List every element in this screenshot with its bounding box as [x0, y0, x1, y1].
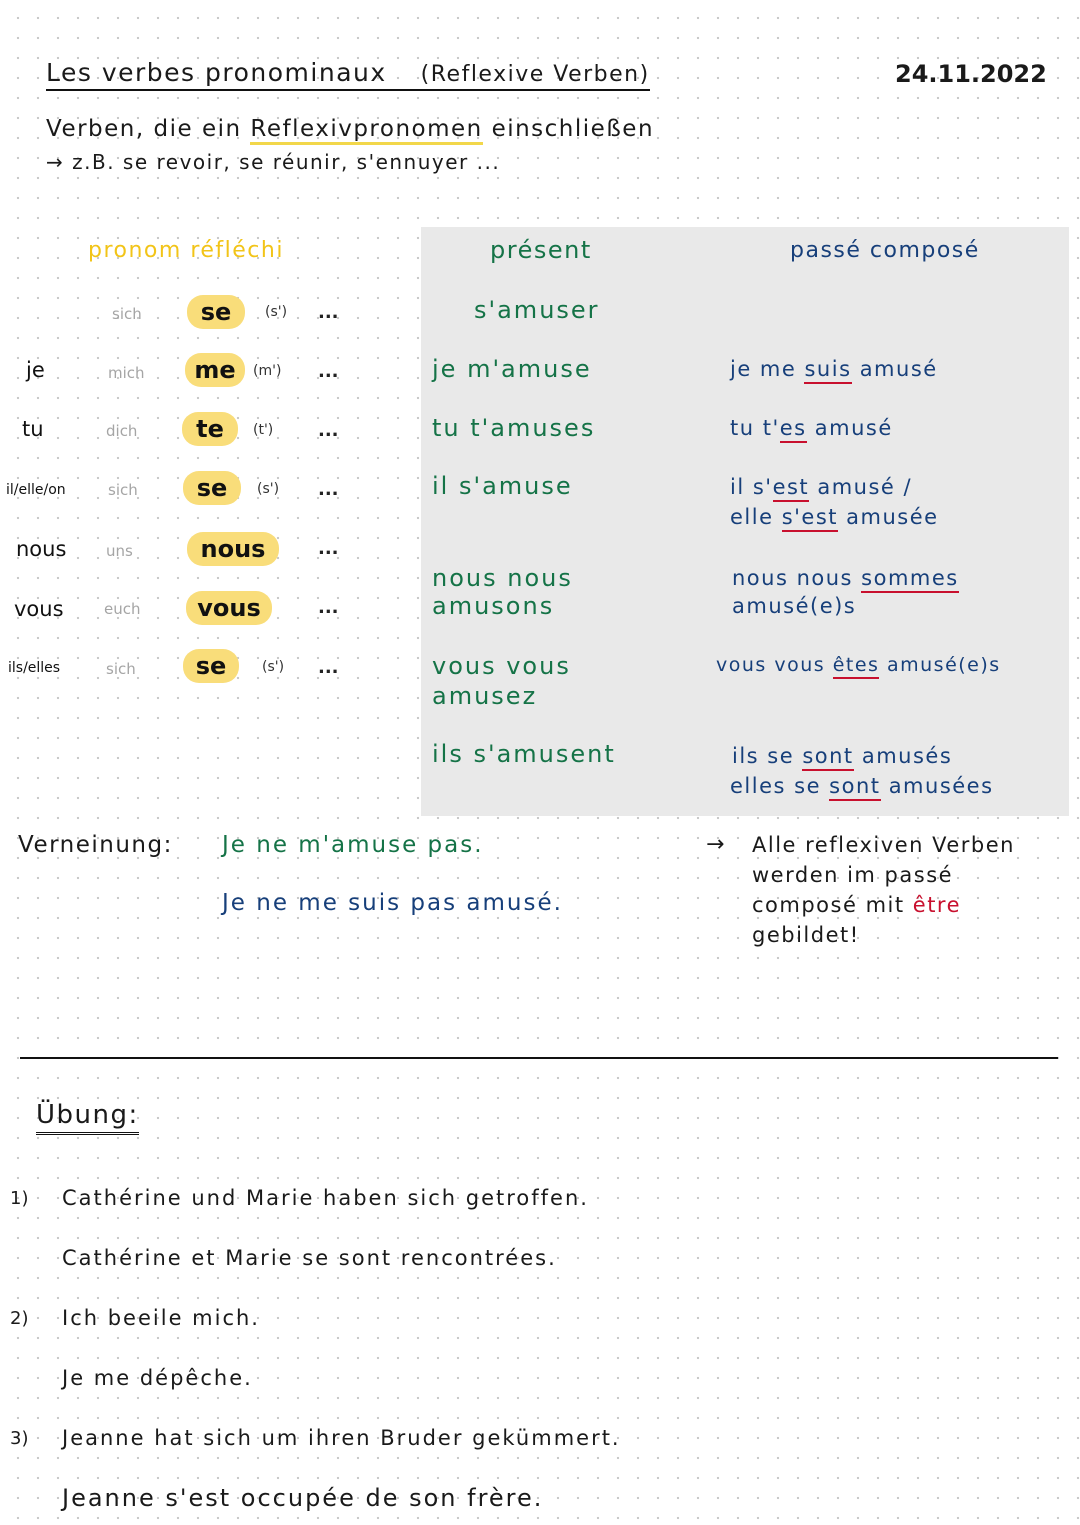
- elided-form: (s'): [265, 304, 288, 320]
- ellipsis: ...: [318, 479, 339, 500]
- date: 24.11.2022: [895, 60, 1047, 88]
- exercise-title: Übung:: [36, 1100, 139, 1135]
- subject: je: [26, 358, 45, 382]
- passe-text: nous nous: [732, 566, 862, 590]
- note-text: composé mit: [752, 893, 905, 917]
- intro-highlight: Reflexivpronomen: [250, 116, 482, 145]
- ellipsis: ...: [318, 597, 339, 618]
- passe-text: amusé: [851, 357, 938, 381]
- subject: il/elle/on: [6, 482, 66, 498]
- auxiliary-etre: s'est: [782, 505, 838, 532]
- passe-compose-form: [732, 566, 959, 590]
- passe-text: amusé(e)s: [732, 594, 857, 618]
- passe-text: tu t': [730, 416, 780, 440]
- note-line: gebildet!: [752, 923, 860, 947]
- present-form-2: amusons: [432, 592, 555, 620]
- auxiliary-etre: sont: [802, 744, 853, 771]
- page-title: [46, 58, 650, 91]
- present-infinitive: s'amuser: [474, 296, 600, 324]
- present-form: il s'amuse: [432, 472, 573, 500]
- passe-text: elles se: [730, 774, 830, 798]
- negation-label: Verneinung:: [18, 832, 173, 858]
- header-present: présent: [490, 236, 592, 264]
- pronoun-pill: nous: [187, 532, 279, 566]
- auxiliary-etre: est: [773, 475, 810, 502]
- elided-form: (s'): [262, 659, 285, 675]
- pronoun-pill: se: [183, 471, 241, 505]
- passe-text: il s': [730, 475, 773, 499]
- ellipsis: ...: [318, 538, 339, 559]
- passe-text: vous vous: [716, 654, 833, 676]
- auxiliary-etre: êtes: [833, 654, 880, 679]
- passe-compose-form: [716, 654, 1001, 676]
- pronoun-pill: vous: [186, 591, 272, 625]
- note-line: werden im passé: [752, 863, 954, 887]
- exercise-french: Je me dépêche.: [62, 1366, 253, 1390]
- header-passe-compose: passé composé: [790, 238, 980, 263]
- note-line: Alle reflexiven Verben: [752, 833, 1015, 857]
- passe-compose-form-2: [730, 505, 939, 529]
- pronoun-pill: se: [183, 649, 239, 683]
- auxiliary-etre: es: [780, 416, 807, 443]
- elided-form: (s'): [257, 481, 280, 497]
- german-pronoun: sich: [106, 660, 136, 678]
- passe-text: elle: [730, 505, 782, 529]
- present-form: ils s'amusent: [432, 740, 616, 768]
- subject: tu: [22, 417, 44, 441]
- german-pronoun: mich: [108, 364, 145, 382]
- pronoun-pill: te: [182, 412, 238, 446]
- note-etre: être: [912, 893, 962, 917]
- title-subtitle: (Reflexive Verben): [420, 62, 650, 87]
- german-pronoun: sich: [112, 305, 142, 323]
- exercise-german: Jeanne hat sich um ihren Bruder gekümmert.: [62, 1426, 621, 1450]
- elided-form: (m'): [253, 363, 282, 379]
- etre-note: [706, 830, 1015, 950]
- passe-compose-form-2: [732, 594, 856, 618]
- german-pronoun: euch: [104, 600, 141, 618]
- exercise-french: Cathérine et Marie se sont rencontrées.: [62, 1246, 557, 1270]
- present-form: nous nous: [432, 564, 573, 592]
- note-line: [706, 890, 1015, 920]
- exercise-french: Jeanne s'est occupée de son frère.: [62, 1484, 544, 1512]
- title-text: Les verbes pronominaux: [46, 58, 387, 87]
- elided-form: (t'): [253, 422, 274, 438]
- passe-compose-form: [730, 475, 912, 499]
- present-form-2: amusez: [432, 682, 538, 710]
- intro-line-2: → z.B. se revoir, se réunir, s'ennuyer ...: [46, 150, 501, 174]
- passe-compose-form: [730, 416, 893, 440]
- ellipsis: ...: [318, 657, 339, 678]
- passe-compose-form-2: [730, 774, 994, 798]
- passe-text: amusée: [838, 505, 939, 529]
- exercise-german: Ich beeile mich.: [62, 1306, 260, 1330]
- passe-text: amusées: [880, 774, 994, 798]
- german-pronoun: sich: [108, 481, 138, 499]
- subject: vous: [14, 597, 64, 621]
- pronoun-pill: me: [185, 353, 245, 387]
- negation-example-passe: Je ne me suis pas amusé.: [222, 890, 563, 916]
- passe-compose-form: [730, 357, 938, 381]
- present-form: vous vous: [432, 652, 571, 680]
- negation-example-present: Je ne m'amuse pas.: [222, 832, 484, 858]
- passe-text: amusé(e)s: [879, 654, 1001, 676]
- ellipsis: ...: [318, 302, 339, 323]
- exercise-number: 1): [10, 1188, 29, 1209]
- exercise-german: Cathérine und Marie haben sich getroffen.: [62, 1186, 589, 1210]
- header-pronom-reflechi: pronom réfléchi: [88, 238, 284, 263]
- ellipsis: ...: [318, 361, 339, 382]
- section-divider: [20, 1057, 1058, 1059]
- exercise-number: 2): [10, 1308, 29, 1329]
- passe-text: amusés: [853, 744, 953, 768]
- auxiliary-etre: sommes: [861, 566, 959, 593]
- passe-text: ils se: [732, 744, 803, 768]
- ellipsis: ...: [318, 420, 339, 441]
- subject: nous: [16, 537, 67, 561]
- german-pronoun: uns: [106, 542, 133, 560]
- passe-text: amusé: [806, 416, 893, 440]
- german-pronoun: dich: [106, 422, 138, 440]
- arrow-right-icon: →: [706, 832, 726, 857]
- passe-compose-form: [732, 744, 952, 768]
- auxiliary-etre: sont: [829, 774, 880, 801]
- present-form: tu t'amuses: [432, 414, 596, 442]
- intro-line-1: [46, 116, 654, 142]
- auxiliary-etre: suis: [804, 357, 851, 384]
- subject: ils/elles: [8, 660, 61, 676]
- passe-text: je me: [730, 357, 805, 381]
- pronoun-pill: se: [187, 295, 245, 329]
- present-form: je m'amuse: [432, 355, 592, 383]
- intro-prefix: Verben, die ein: [46, 116, 242, 142]
- intro-suffix: einschließen: [491, 116, 655, 142]
- passe-text: amusé /: [809, 475, 913, 499]
- exercise-number: 3): [10, 1428, 29, 1449]
